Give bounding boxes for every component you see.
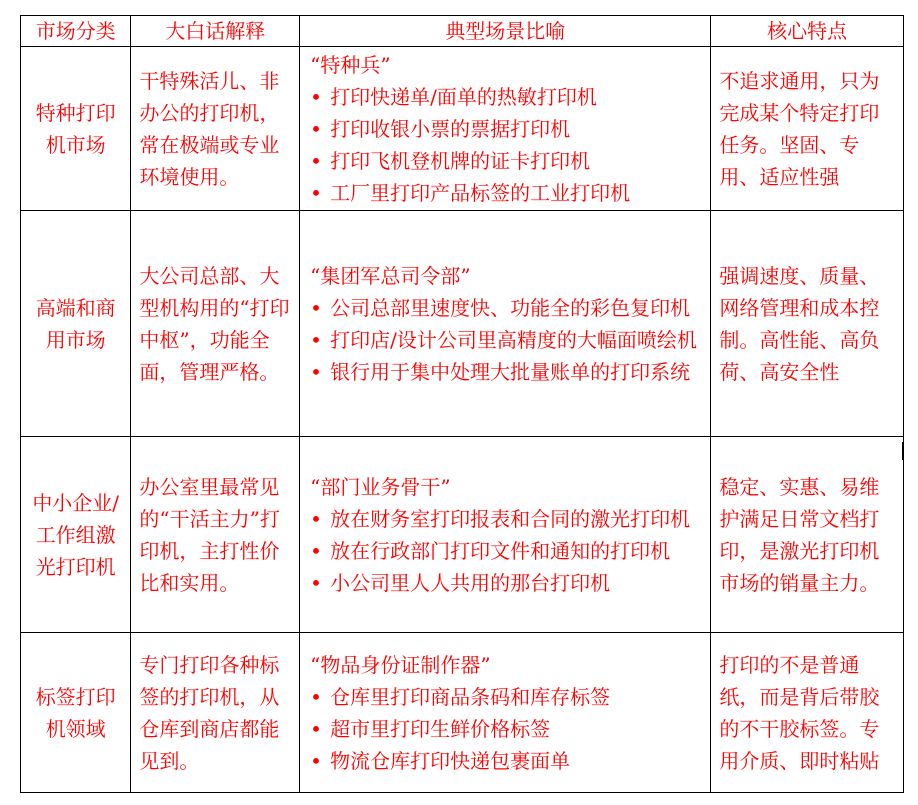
scene-cell — [300, 211, 711, 437]
scene-title: “特种兵” — [310, 52, 391, 77]
table-row — [21, 47, 904, 211]
list-item: • 打印飞机登机牌的证卡打印机 — [308, 145, 702, 177]
category-cell: 特种打印机市场 — [21, 47, 131, 211]
list-item: • 物流仓库打印快递包裹面单 — [308, 745, 702, 777]
header-explanation: 大白话解释 — [131, 16, 300, 47]
list-item: • 小公司里人人共用的那台打印机 — [308, 567, 702, 599]
scene-cell — [300, 437, 711, 633]
market-table — [20, 15, 904, 793]
features-cell: 不追求通用，只为完成某个特定打印任务。坚固、专用、适应性强 — [711, 47, 904, 211]
category-cell: 高端和商用市场 — [21, 211, 131, 437]
header-category: 市场分类 — [21, 16, 131, 47]
header-features: 核心特点 — [711, 16, 904, 47]
scene-list — [308, 81, 702, 209]
header-scene: 典型场景比喻 — [300, 16, 711, 47]
explanation-cell: 办公室里最常见的“干活主力”打印机，主打性价比和实用。 — [131, 437, 300, 633]
table-row — [21, 437, 904, 633]
text-cursor — [902, 442, 904, 460]
explanation-cell: 干特殊活儿、非办公的打印机，常在极端或专业环境使用。 — [131, 47, 300, 211]
features-cell: 打印的不是普通纸，而是背后带胶的不干胶标签。专用介质、即时粘贴 — [711, 633, 904, 793]
scene-title: “物品身份证制作器” — [310, 652, 491, 677]
scene-cell — [300, 47, 711, 211]
scene-list — [308, 292, 702, 388]
list-item: • 放在行政部门打印文件和通知的打印机 — [308, 535, 702, 567]
list-item: • 打印店/设计公司里高精度的大幅面喷绘机 — [308, 324, 702, 356]
scene-list — [308, 503, 702, 599]
list-item: • 公司总部里速度快、功能全的彩色复印机 — [308, 292, 702, 324]
explanation-cell: 大公司总部、大型机构用的“打印中枢”，功能全面，管理严格。 — [131, 211, 300, 437]
explanation-cell: 专门打印各种标签的打印机，从仓库到商店都能见到。 — [131, 633, 300, 793]
table-row — [21, 211, 904, 437]
header-row — [21, 16, 904, 47]
list-item: • 仓库里打印商品条码和库存标签 — [308, 681, 702, 713]
list-item: • 银行用于集中处理大批量账单的打印系统 — [308, 356, 702, 388]
list-item: • 放在财务室打印报表和合同的激光打印机 — [308, 503, 702, 535]
table-row — [21, 633, 904, 793]
features-cell: 强调速度、质量、网络管理和成本控制。高性能、高负荷、高安全性 — [711, 211, 904, 437]
category-cell: 标签打印机领域 — [21, 633, 131, 793]
scene-title: “集团军总司令部” — [310, 263, 471, 288]
features-cell: 稳定、实惠、易维护满足日常文档打印，是激光打印机市场的销量主力。 — [711, 437, 904, 633]
list-item: • 打印快递单/面单的热敏打印机 — [308, 81, 702, 113]
category-cell: 中小企业/工作组激光打印机 — [21, 437, 131, 633]
list-item: • 打印收银小票的票据打印机 — [308, 113, 702, 145]
scene-list — [308, 681, 702, 777]
list-item: • 超市里打印生鲜价格标签 — [308, 713, 702, 745]
scene-title: “部门业务骨干” — [310, 474, 451, 499]
list-item: • 工厂里打印产品标签的工业打印机 — [308, 177, 702, 209]
scene-cell — [300, 633, 711, 793]
